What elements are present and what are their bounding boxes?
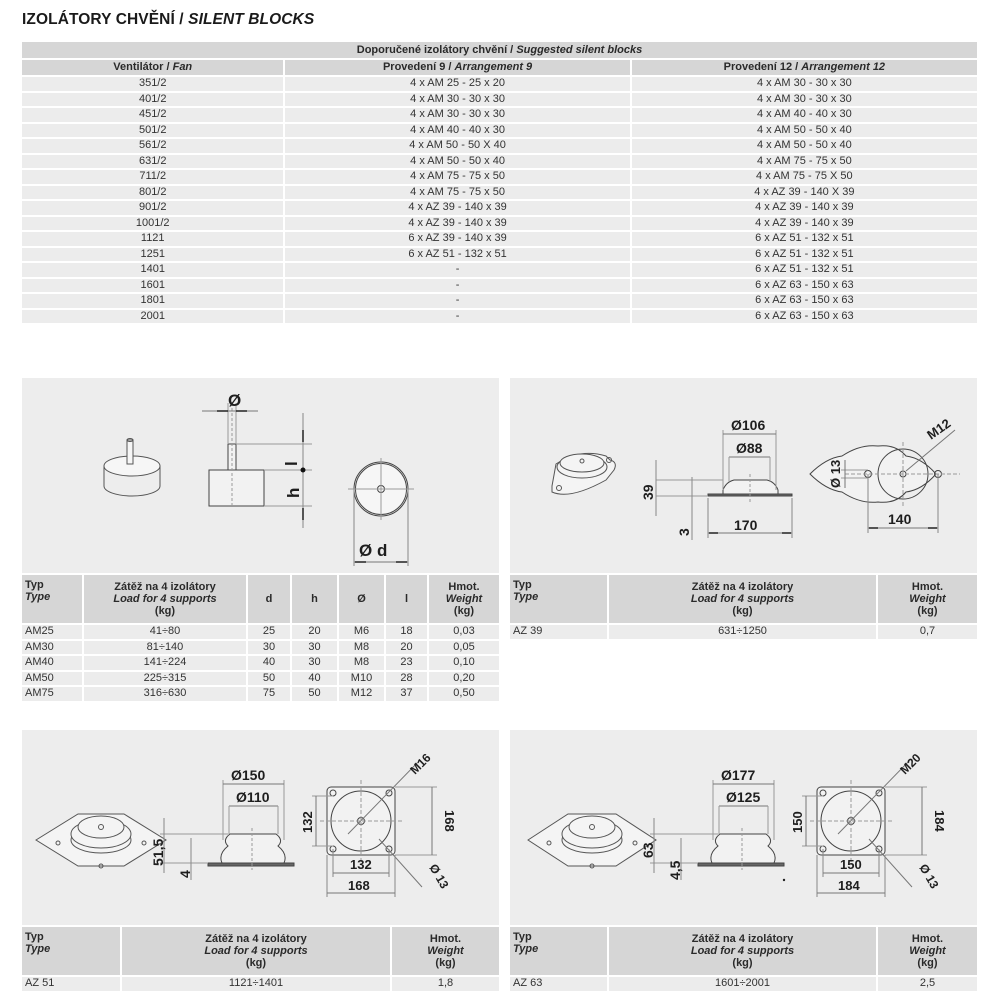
header-weight	[876, 575, 977, 625]
header-weight-en: Weight	[909, 593, 946, 605]
az63-diagram-panel	[510, 730, 977, 925]
cell-arrangement-9: 4 x AM 50 - 50 X 40	[283, 139, 629, 155]
suggested-silent-blocks-table	[22, 42, 977, 325]
cell-d: 30	[246, 641, 290, 657]
cell-fan: 1401	[22, 263, 283, 279]
label-thread: M20	[897, 750, 924, 778]
table-row	[22, 641, 499, 657]
cell-l: 37	[384, 687, 427, 703]
label-h: h	[284, 487, 303, 498]
header-czech: Ventilátor /	[113, 61, 170, 73]
label-spacing-h: 132	[350, 857, 372, 872]
am-isometric-icon	[104, 439, 160, 497]
header-weight-unit: (kg)	[917, 957, 938, 969]
cell-fan: 711/2	[22, 170, 283, 186]
cell-dia: M10	[337, 672, 384, 688]
table-row	[22, 248, 977, 264]
cell-arrangement-12: 4 x AM 40 - 40 x 30	[630, 108, 977, 124]
cell-load: 141÷224	[82, 656, 246, 672]
header-load	[120, 927, 390, 977]
header-load-unit: (kg)	[154, 605, 176, 617]
cell-arrangement-12: 6 x AZ 51 - 132 x 51	[630, 248, 977, 264]
cell-h: 50	[290, 687, 337, 703]
cell-arrangement-9: 4 x AM 75 - 75 x 50	[283, 186, 629, 202]
table-header-row	[22, 60, 977, 77]
cell-type: AM75	[22, 687, 82, 703]
label-plate: 3	[676, 528, 692, 536]
cell-fan: 801/2	[22, 186, 283, 202]
label-size-v: 168	[442, 810, 457, 832]
header-weight-en: Weight	[427, 945, 464, 957]
spec-header-row	[510, 575, 977, 625]
label-spacing: 140	[888, 511, 912, 527]
header-type-cz: Typ	[513, 931, 532, 943]
cell-load: 1601÷2001	[607, 977, 876, 993]
header-type-cz: Typ	[25, 579, 44, 591]
label-l: l	[282, 461, 301, 466]
cell-fan: 1121	[22, 232, 283, 248]
label-spacing-v: 132	[300, 811, 315, 833]
cell-arrangement-9: 4 x AM 40 - 40 x 30	[283, 124, 629, 140]
label-inner-dia: Ø88	[736, 440, 763, 456]
header-weight-cz: Hmot.	[911, 581, 944, 593]
cell-arrangement-9: -	[283, 294, 629, 310]
spec-header-row	[22, 927, 499, 977]
label-spacing-v: 150	[790, 811, 805, 833]
label-height: 51,5	[150, 838, 166, 866]
label-hole: Ø 13	[916, 861, 942, 892]
cell-weight: 2,5	[876, 977, 977, 993]
header-weight-en: Weight	[909, 945, 946, 957]
az51-drawing	[22, 730, 499, 925]
cell-arrangement-12: 6 x AZ 51 - 132 x 51	[630, 232, 977, 248]
cell-h: 20	[290, 625, 337, 641]
cell-d: 25	[246, 625, 290, 641]
header-type-en: Type	[25, 591, 51, 603]
label-size-v: 184	[932, 810, 947, 832]
table-row	[510, 625, 977, 641]
table-row	[22, 139, 977, 155]
cell-dia: M6	[337, 625, 384, 641]
cell-dia: M8	[337, 641, 384, 657]
cell-arrangement-9: 6 x AZ 51 - 132 x 51	[283, 248, 629, 264]
header-type-cz: Typ	[513, 579, 532, 591]
header-type-en: Type	[513, 591, 539, 603]
header-weight-cz: Hmot.	[448, 581, 480, 593]
cell-fan: 561/2	[22, 139, 283, 155]
cell-fan: 1801	[22, 294, 283, 310]
header-l: l	[384, 575, 427, 625]
cell-fan: 901/2	[22, 201, 283, 217]
cell-h: 30	[290, 656, 337, 672]
az51-side-view-icon	[160, 780, 294, 880]
cell-dia: M12	[337, 687, 384, 703]
cell-d: 40	[246, 656, 290, 672]
header-weight-unit: (kg)	[453, 605, 475, 617]
header-weight-unit: (kg)	[435, 957, 456, 969]
cell-weight: 0,20	[427, 672, 499, 688]
header-dia: Ø	[337, 575, 384, 625]
header-type	[510, 927, 607, 977]
label-size-h: 168	[348, 878, 370, 893]
cell-type: AM40	[22, 656, 82, 672]
cell-arrangement-9: 4 x AM 30 - 30 x 30	[283, 108, 629, 124]
header-load-unit: (kg)	[732, 957, 753, 969]
az39-spec-table	[510, 575, 977, 641]
header-type	[22, 575, 82, 625]
cell-weight: 0,50	[427, 687, 499, 703]
header-load-unit: (kg)	[245, 957, 267, 969]
cell-arrangement-12: 6 x AZ 63 - 150 x 63	[630, 310, 977, 326]
header-weight-unit: (kg)	[917, 605, 938, 617]
header-load	[82, 575, 246, 625]
header-load-cz: Zátěž na 4 izolátory	[691, 933, 794, 945]
label-hole: Ø 13	[828, 459, 843, 488]
az39-drawing	[510, 378, 977, 573]
cell-arrangement-9: 4 x AM 25 - 25 x 20	[283, 77, 629, 93]
table-row	[22, 977, 499, 993]
cell-arrangement-9: -	[283, 263, 629, 279]
cell-type: AZ 39	[510, 625, 607, 641]
header-english: Fan	[172, 61, 193, 73]
header-weight-en: Weight	[445, 593, 483, 605]
cell-l: 28	[384, 672, 427, 688]
az63-spec-table	[510, 927, 977, 993]
table-row	[22, 170, 977, 186]
table-row	[22, 232, 977, 248]
cell-h: 40	[290, 672, 337, 688]
table-row	[22, 217, 977, 233]
header-weight	[390, 927, 499, 977]
cell-weight: 0,03	[427, 625, 499, 641]
table-row	[22, 279, 977, 295]
spec-header-row	[510, 927, 977, 977]
label-outer-dia: Ø177	[721, 767, 756, 783]
cell-arrangement-12: 4 x AM 50 - 50 x 40	[630, 139, 977, 155]
cell-arrangement-12: 4 x AZ 39 - 140 X 39	[630, 186, 977, 202]
label-length: 170	[734, 517, 758, 533]
header-load	[607, 575, 876, 625]
header-type-cz: Typ	[25, 931, 44, 943]
label-spacing-h: 150	[840, 857, 862, 872]
cell-arrangement-12: 4 x AZ 39 - 140 x 39	[630, 217, 977, 233]
cell-d: 50	[246, 672, 290, 688]
header-type	[510, 575, 607, 625]
az63-top-view-icon	[802, 760, 927, 897]
header-load-en: Load for 4 supports	[690, 593, 795, 605]
label-dia-d: Ø d	[359, 541, 388, 560]
header-weight	[427, 575, 499, 625]
cell-type: AZ 63	[510, 977, 607, 993]
cell-fan: 401/2	[22, 93, 283, 109]
table-row	[22, 687, 499, 703]
cell-fan: 631/2	[22, 155, 283, 171]
title-czech: IZOLÁTORY CHVĚNÍ /	[22, 11, 184, 28]
table-row	[22, 93, 977, 109]
cell-fan: 1251	[22, 248, 283, 264]
table-row	[22, 201, 977, 217]
header-load-en: Load for 4 supports	[204, 945, 308, 957]
header-weight	[876, 927, 977, 977]
cell-arrangement-9: -	[283, 279, 629, 295]
table-row	[22, 310, 977, 326]
table-row	[22, 672, 499, 688]
cell-arrangement-9: 4 x AM 50 - 50 x 40	[283, 155, 629, 171]
az51-isometric-icon	[36, 814, 166, 868]
cell-arrangement-9: -	[283, 310, 629, 326]
cell-d: 75	[246, 687, 290, 703]
az51-top-view-icon	[312, 760, 437, 897]
cell-load: 225÷315	[82, 672, 246, 688]
am-drawing	[22, 378, 499, 573]
cell-l: 18	[384, 625, 427, 641]
table-row	[22, 656, 499, 672]
header-type-en: Type	[513, 943, 539, 955]
az51-spec-table	[22, 927, 499, 993]
title-english: SILENT BLOCKS	[188, 11, 315, 28]
header-load-en: Load for 4 supports	[113, 593, 217, 605]
cell-load: 81÷140	[82, 641, 246, 657]
header-load-cz: Zátěž na 4 izolátory	[114, 581, 216, 593]
table-row	[22, 77, 977, 93]
table-caption	[22, 42, 977, 60]
cell-l: 23	[384, 656, 427, 672]
cell-type: AZ 51	[22, 977, 120, 993]
cell-fan: 501/2	[22, 124, 283, 140]
caption-czech: Doporučené izolátory chvění /	[356, 44, 514, 56]
cell-arrangement-9: 4 x AM 30 - 30 x 30	[283, 93, 629, 109]
cell-fan: 1601	[22, 279, 283, 295]
az39-isometric-icon	[552, 453, 615, 494]
cell-arrangement-9: 4 x AZ 39 - 140 x 39	[283, 201, 629, 217]
label-thread: M16	[407, 750, 434, 778]
cell-arrangement-12: 6 x AZ 63 - 150 x 63	[630, 294, 977, 310]
table-row	[22, 108, 977, 124]
cell-load: 1121÷1401	[120, 977, 390, 993]
cell-arrangement-9: 6 x AZ 39 - 140 x 39	[283, 232, 629, 248]
table-row	[22, 263, 977, 279]
cell-dia: M8	[337, 656, 384, 672]
header-english: Arrangement 9	[454, 61, 533, 73]
am-diagram-panel	[22, 378, 499, 573]
label-dia: Ø	[228, 391, 242, 410]
header-weight-cz: Hmot.	[911, 933, 944, 945]
header-load	[607, 927, 876, 977]
table-row	[22, 155, 977, 171]
label-height: 39	[640, 484, 656, 500]
label-hole: Ø 13	[426, 861, 452, 892]
cell-load: 41÷80	[82, 625, 246, 641]
cell-arrangement-12: 4 x AM 50 - 50 x 40	[630, 124, 977, 140]
label-inner-dia: Ø110	[236, 789, 270, 805]
label-plate: 4	[177, 870, 193, 878]
table-row	[22, 124, 977, 140]
label-inner-dia: Ø125	[726, 789, 761, 805]
column-header-fan	[22, 60, 283, 77]
header-weight-cz: Hmot.	[429, 933, 462, 945]
cell-arrangement-12: 4 x AM 75 - 75 x 50	[630, 155, 977, 171]
label-outer-dia: Ø106	[731, 417, 766, 433]
cell-fan: 351/2	[22, 77, 283, 93]
cell-weight: 1,8	[390, 977, 499, 993]
cell-weight: 0,10	[427, 656, 499, 672]
az39-diagram-panel	[510, 378, 977, 573]
cell-fan: 451/2	[22, 108, 283, 124]
az51-diagram-panel	[22, 730, 499, 925]
table-row	[22, 625, 499, 641]
cell-weight: 0,05	[427, 641, 499, 657]
cell-arrangement-12: 4 x AM 30 - 30 x 30	[630, 77, 977, 93]
cell-arrangement-12: 4 x AM 75 - 75 X 50	[630, 170, 977, 186]
cell-arrangement-12: 6 x AZ 63 - 150 x 63	[630, 279, 977, 295]
header-czech: Provedení 12 /	[723, 61, 799, 73]
header-d: d	[246, 575, 290, 625]
column-header-arrangement-9	[283, 60, 629, 77]
cell-arrangement-12: 4 x AZ 39 - 140 x 39	[630, 201, 977, 217]
cell-weight: 0,7	[876, 625, 977, 641]
header-h: h	[290, 575, 337, 625]
am-spec-table	[22, 575, 499, 703]
page-title	[22, 11, 314, 29]
cell-load: 631÷1250	[607, 625, 876, 641]
cell-arrangement-12: 6 x AZ 51 - 132 x 51	[630, 263, 977, 279]
cell-arrangement-9: 4 x AZ 39 - 140 x 39	[283, 217, 629, 233]
cell-fan: 1001/2	[22, 217, 283, 233]
label-size-h: 184	[838, 878, 860, 893]
table-row	[22, 186, 977, 202]
table-row	[510, 977, 977, 993]
header-english: Arrangement 12	[801, 61, 886, 73]
cell-type: AM50	[22, 672, 82, 688]
column-header-arrangement-12	[630, 60, 977, 77]
cell-h: 30	[290, 641, 337, 657]
cell-arrangement-9: 4 x AM 75 - 75 x 50	[283, 170, 629, 186]
header-type	[22, 927, 120, 977]
cell-fan: 2001	[22, 310, 283, 326]
label-height: 63	[640, 842, 656, 858]
cell-type: AM25	[22, 625, 82, 641]
cell-l: 20	[384, 641, 427, 657]
caption-english: Suggested silent blocks	[516, 44, 643, 56]
label-plate: 4,5	[667, 860, 683, 880]
cell-type: AM30	[22, 641, 82, 657]
label-outer-dia: Ø150	[231, 767, 266, 783]
header-load-en: Load for 4 supports	[690, 945, 795, 957]
header-load-unit: (kg)	[732, 605, 753, 617]
spec-header-row	[22, 575, 499, 625]
az63-isometric-icon	[528, 814, 656, 868]
az39-side-view-icon	[656, 430, 792, 540]
az63-drawing	[510, 730, 977, 925]
label-thread: M12	[924, 415, 954, 443]
header-czech: Provedení 9 /	[382, 61, 452, 73]
header-load-cz: Zátěž na 4 izolátory	[205, 933, 307, 945]
cell-arrangement-12: 4 x AM 30 - 30 x 30	[630, 93, 977, 109]
header-type-en: Type	[25, 943, 51, 955]
cell-load: 316÷630	[82, 687, 246, 703]
table-row	[22, 294, 977, 310]
header-load-cz: Zátěž na 4 izolátory	[691, 581, 794, 593]
